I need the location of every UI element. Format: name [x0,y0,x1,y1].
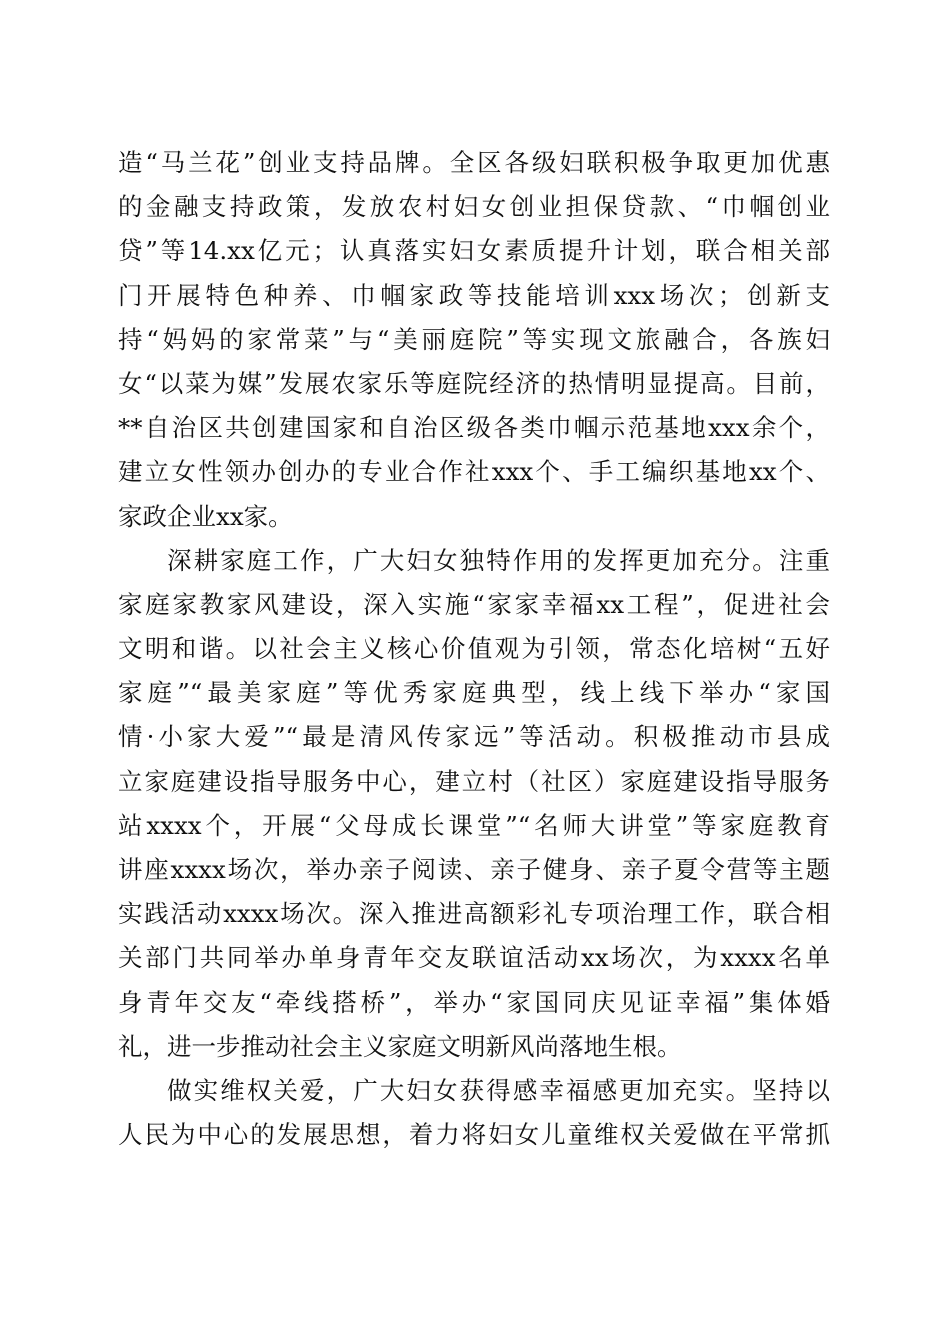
paragraph-2-line-11: 身青年交友“牵线搭桥”，举办“家国同庆见证幸福”集体婚 [118,987,830,1017]
paragraph-1-line-7: **自治区共创建国家和自治区级各类巾帼示范基地xxx余个， [118,413,830,443]
paragraph-2-line-10: 关部门共同举办单身青年交友联谊活动xx场次，为xxxx名单 [118,943,830,973]
paragraph-1-line-3: 贷”等14.xx亿元；认真落实妇女素质提升计划，联合相关部 [118,236,830,266]
paragraph-1-line-8: 建立女性领办创办的专业合作社xxx个、手工编织基地xx个、 [118,457,830,487]
paragraph-2-line-7: 站xxxx个，开展“父母成长课堂”“名师大讲堂”等家庭教育 [118,810,830,840]
paragraph-1-line-5: 持“妈妈的家常菜”与“美丽庭院”等实现文旅融合，各族妇 [118,324,830,354]
document-body [118,141,830,1157]
paragraph-2-line-8: 讲座xxxx场次，举办亲子阅读、亲子健身、亲子夏令营等主题 [118,855,830,884]
paragraph-1-line-9: 家政企业xx家。 [118,501,293,531]
paragraph-2-line-9: 实践活动xxxx场次。深入推进高额彩礼专项治理工作，联合相 [118,899,830,929]
paragraph-1-line-4: 门开展特色种养、巾帼家政等技能培训xxx场次；创新支 [118,280,830,310]
paragraph-1-line-6: 女“以菜为媒”发展农家乐等庭院经济的热情明显提高。目前， [118,368,830,398]
paragraph-2-line-3: 文明和谐。以社会主义核心价值观为引领，常态化培树“五好 [118,634,830,664]
paragraph-3-line-2: 人民为中心的发展思想，着力将妇女儿童维权关爱做在平常抓 [118,1120,830,1150]
paragraph-2-line-1: 深耕家庭工作，广大妇女独特作用的发挥更加充分。注重 [167,545,830,575]
paragraph-1-line-1: 造“马兰花”创业支持品牌。全区各级妇联积极争取更加优惠 [118,148,830,177]
paragraph-2-line-2: 家庭家教家风建设，深入实施“家家幸福xx工程”，促进社会 [118,589,830,619]
paragraph-2-line-12: 礼，进一步推动社会主义家庭文明新风尚落地生根。 [118,1031,682,1061]
paragraph-2-line-4: 家庭”“最美家庭”等优秀家庭典型，线上线下举办“家国 [118,678,830,708]
paragraph-2-line-5: 情·小家大爱”“最是清风传家远”等活动。积极推动市县成 [118,722,830,752]
paragraph-3-line-1: 做实维权关爱，广大妇女获得感幸福感更加充实。坚持以 [167,1075,830,1105]
paragraph-1-line-2: 的金融支持政策，发放农村妇女创业担保贷款、“巾帼创业 [118,192,830,222]
paragraph-2-line-6: 立家庭建设指导服务中心，建立村（社区）家庭建设指导服务 [118,766,830,796]
